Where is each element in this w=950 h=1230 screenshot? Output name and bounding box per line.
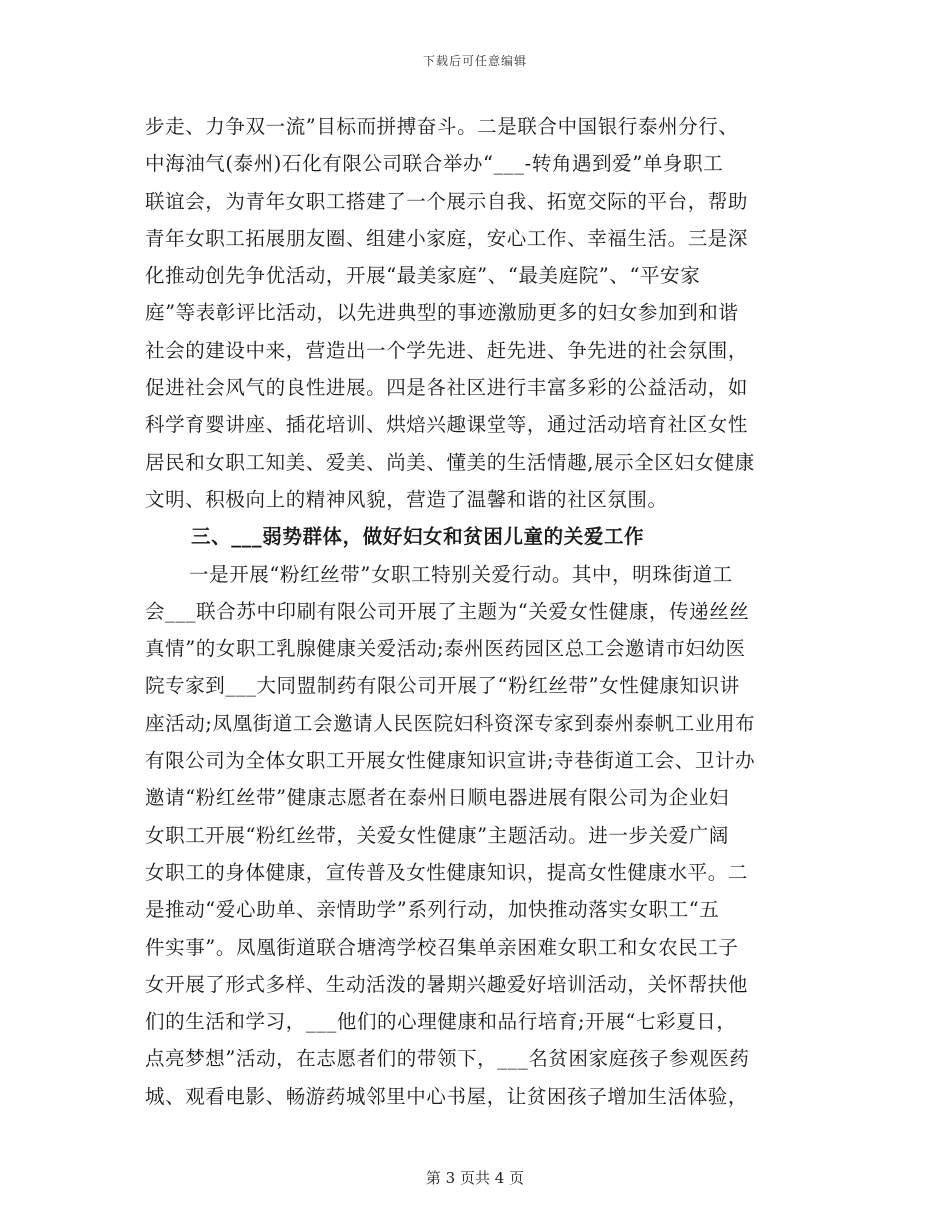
paragraph-line: 女职工的身体健康，宣传普及女性健康知识，提高女性健康水平。二 bbox=[145, 860, 749, 884]
paragraph-line: 女开展了形式多样、生动活泼的暑期兴趣爱好培训活动，关怀帮扶他 bbox=[145, 972, 749, 996]
page-header: 下载后可任意编辑 bbox=[422, 54, 527, 68]
paragraph-line: 院专家到___大同盟制药有限公司开展了“粉红丝带”女性健康知识讲 bbox=[145, 674, 740, 698]
paragraph-line: 邀请“粉红丝带”健康志愿者在泰州日顺电器进展有限公司为企业妇 bbox=[145, 786, 729, 810]
paragraph-line: 一是开展“粉红丝带”女职工特别关爱行动。其中，明珠街道工 bbox=[189, 562, 733, 586]
paragraph-line: 庭”等表彰评比活动，以先进典型的事迹激励更多的妇女参加到和谐 bbox=[145, 301, 739, 325]
paragraph-line: 真情”的女职工乳腺健康关爱活动;泰州医药园区总工会邀请市妇幼医 bbox=[145, 637, 746, 661]
paragraph-line: 化推动创先争优活动，开展“最美家庭”、“最美庭院”、“平安家 bbox=[145, 264, 701, 288]
paragraph-line: 们的生活和学习，___他们的心理健康和品行培育;开展“七彩夏日， bbox=[145, 1010, 737, 1034]
paragraph-line: 科学育婴讲座、插花培训、烘焙兴趣课堂等，通过活动培育社区女性 bbox=[145, 413, 749, 437]
paragraph-line: 文明、积极向上的精神风貌，营造了温馨和谐的社区氛围。 bbox=[145, 487, 668, 511]
paragraph-line: 有限公司为全体女职工开展女性健康知识宣讲;寺巷街道工会、卫计办 bbox=[145, 749, 756, 773]
section-heading: 三、___弱势群体，做好妇女和贫困儿童的关爱工作 bbox=[191, 525, 645, 549]
paragraph-line: 青年女职工拓展朋友圈、组建小家庭，安心工作、幸福生活。三是深 bbox=[145, 226, 749, 250]
paragraph-line: 是推动“爱心助单、亲情助学”系列行动，加快推动落实女职工“五 bbox=[145, 898, 720, 922]
paragraph-line: 中海油气(泰州)石化有限公司联合举办“___-转角遇到爱”单身职工 bbox=[145, 152, 724, 176]
paragraph-line: 件实事”。凤凰街道联合塘湾学校召集单亲困难女职工和女农民工子 bbox=[145, 935, 739, 959]
paragraph-line: 会___联合苏中印刷有限公司开展了主题为“关爱女性健康，传递丝丝 bbox=[145, 599, 750, 623]
page-number: 第 3 页共 4 页 bbox=[425, 1169, 525, 1187]
document-body bbox=[145, 108, 805, 1115]
paragraph-line: 促进社会风气的良性进展。四是各社区进行丰富多彩的公益活动，如 bbox=[145, 376, 749, 400]
paragraph-line: 座活动;凤凰街道工会邀请人民医院妇科资深专家到泰州泰帆工业用布 bbox=[145, 711, 756, 735]
paragraph-line: 居民和女职工知美、爱美、尚美、懂美的生活情趣,展示全区妇女健康 bbox=[145, 450, 755, 474]
paragraph-line: 城、观看电影、畅游药城邻里中心书屋，让贫困孩子增加生活体验， bbox=[145, 1084, 749, 1108]
paragraph-line: 女职工开展“粉红丝带，关爱女性健康”主题活动。进一步关爱广阔 bbox=[145, 823, 729, 847]
paragraph-line: 步走、力争双一流”目标而拼搏奋斗。二是联合中国银行泰州分行、 bbox=[145, 115, 739, 138]
paragraph-line: 社会的建设中来，营造出一个学先进、赶先进、争先进的社会氛围， bbox=[145, 338, 749, 362]
paragraph-line: 联谊会，为青年女职工搭建了一个展示自我、拓宽交际的平台，帮助 bbox=[145, 189, 749, 213]
paragraph-line: 点亮梦想”活动，在志愿者们的带领下，___名贫困家庭孩子参观医药 bbox=[145, 1047, 750, 1071]
